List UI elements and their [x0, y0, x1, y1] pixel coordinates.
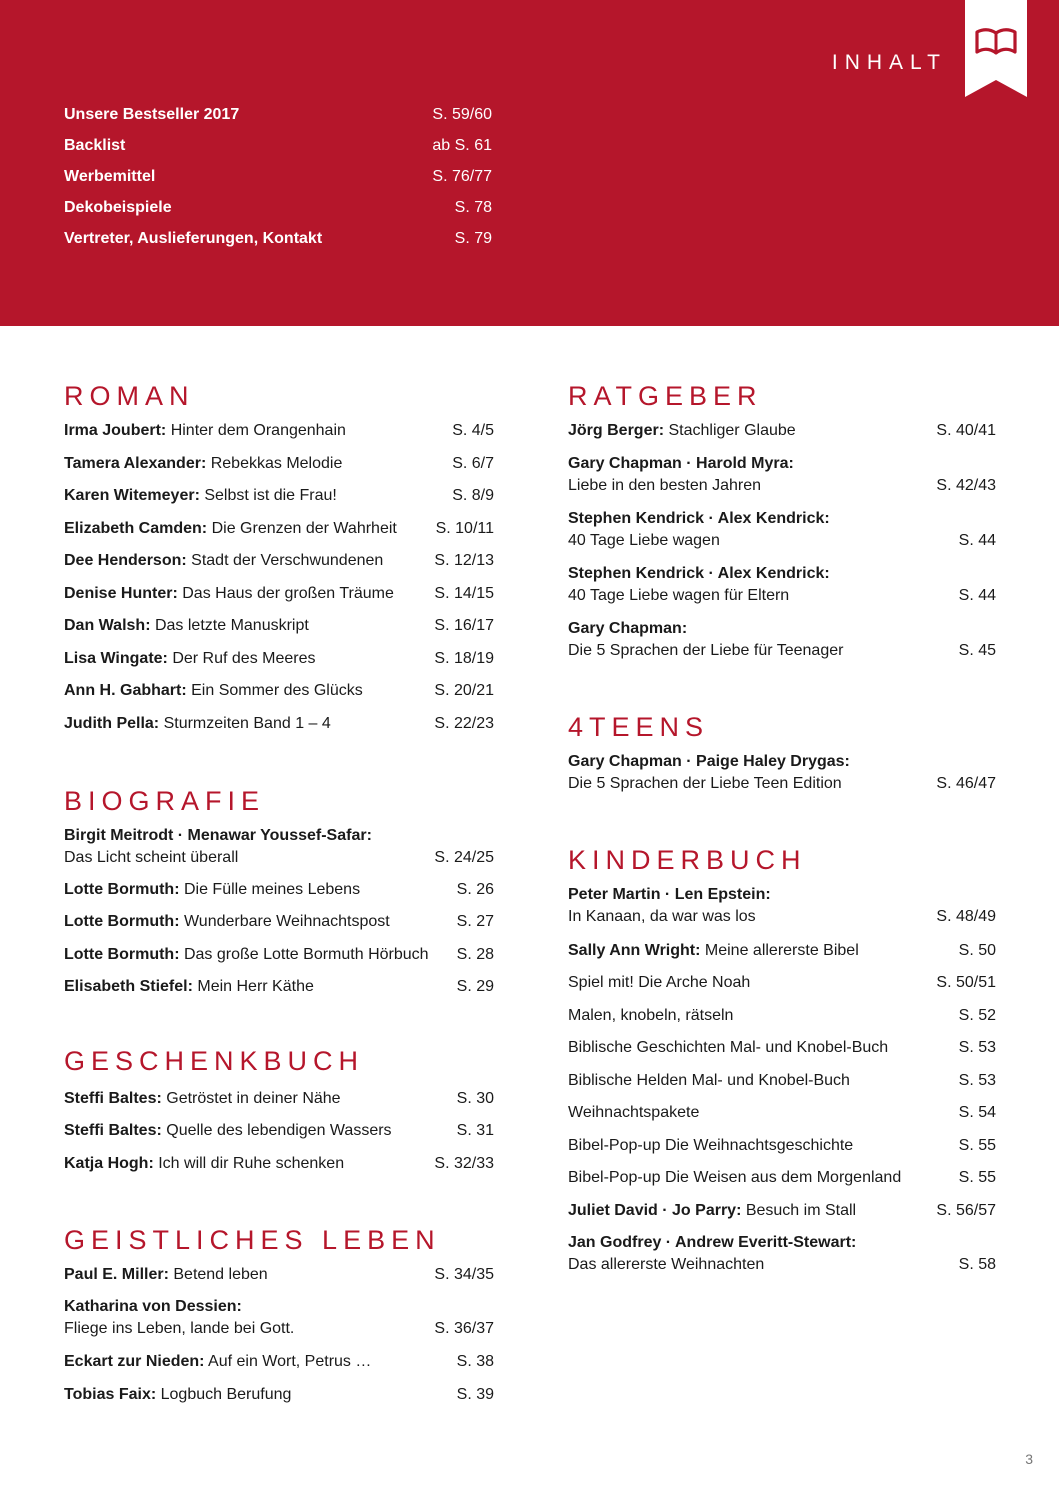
toc-entry[interactable] [64, 583, 494, 605]
entry-page: S. 28 [456, 946, 494, 963]
entry-title [64, 1153, 344, 1175]
entry-title: In Kanaan, da war was los [568, 908, 756, 925]
entry-title: Bibel-Pop-up Die Weisen aus dem Morgenland [568, 1169, 902, 1186]
toc-entry[interactable] [568, 1005, 996, 1027]
entry-title: Die 5 Sprachen der Liebe Teen Edition [568, 775, 842, 792]
entry-title: Logbuch Berufung [156, 1386, 292, 1403]
entry-author: Sally Ann Wright: [568, 942, 701, 959]
entry-author: Tamera Alexander: [64, 455, 207, 472]
entry-page: S. 26 [456, 881, 494, 898]
toc-entry[interactable] [64, 1351, 494, 1373]
entry-page: S. 10/11 [435, 520, 494, 537]
entry-page: S. 16/17 [434, 617, 494, 634]
entry-title: Das große Lotte Bormuth Hörbuch [179, 946, 429, 963]
entry-title [568, 972, 750, 994]
entry-title: Das Licht scheint überall [64, 849, 239, 866]
entry-title [568, 420, 796, 442]
entry-title: Biblische Geschichten Mal- und Knobel-Buch [568, 1039, 889, 1056]
toc-entry[interactable] [64, 1296, 494, 1340]
entry-page: S. 6/7 [452, 455, 494, 472]
header-title: INHALT [831, 51, 947, 74]
toc-entry[interactable] [568, 1232, 996, 1276]
section-title-roman: ROMAN [64, 381, 195, 411]
section-title-biografie: BIOGRAFIE [64, 786, 266, 816]
entry-author: Juliet David · Jo Parry: [568, 1202, 742, 1219]
entry-title: Fliege ins Leben, lande bei Gott. [64, 1320, 295, 1337]
entry-title: Die 5 Sprachen der Liebe für Teenager [568, 642, 844, 659]
entry-title: Liebe in den besten Jahren [568, 477, 762, 494]
toc-label: Dekobeispiele [64, 199, 172, 216]
entry-title: Rebekkas Melodie [206, 455, 343, 472]
entry-author: Gary Chapman · Paige Haley Drygas: [568, 753, 850, 770]
entry-author: Gary Chapman · Harold Myra: [568, 455, 794, 472]
entry-page: S. 39 [456, 1386, 494, 1403]
entry-page: S. 34/35 [434, 1266, 494, 1283]
entry-author: Dan Walsh: [64, 617, 151, 634]
entry-page: S. 4/5 [452, 422, 494, 439]
entry-page: S. 27 [456, 913, 494, 930]
section-title-ratgeber: RATGEBER [568, 381, 763, 411]
entry-page: S. 8/9 [452, 487, 494, 504]
entry-author: Stephen Kendrick · Alex Kendrick: [568, 510, 830, 527]
toc-entry[interactable] [64, 680, 494, 702]
right-column [568, 0, 996, 1497]
entry-title: 40 Tage Liebe wagen für Eltern [568, 587, 790, 604]
entry-title [568, 1135, 853, 1157]
entry-title [568, 508, 830, 552]
toc-entry[interactable] [568, 618, 996, 662]
entry-title [64, 453, 342, 475]
entry-title: Die Fülle meines Lebens [179, 881, 361, 898]
entry-title [568, 940, 859, 962]
entry-title [64, 648, 315, 670]
entry-page: S. 44 [958, 587, 996, 604]
toc-entry[interactable] [64, 453, 494, 475]
entry-page: S. 50/51 [936, 974, 996, 991]
toc-entry[interactable] [568, 1070, 996, 1092]
toc-entry[interactable] [568, 1167, 996, 1189]
entry-title [568, 618, 843, 662]
entry-title: Auf ein Wort, Petrus … [204, 1353, 372, 1370]
entry-title: Meine allererste Bibel [700, 942, 859, 959]
entry-page: S. 24/25 [434, 849, 494, 866]
entry-title [568, 453, 794, 497]
entry-page: S. 40/41 [936, 422, 996, 439]
left-column [64, 0, 494, 1497]
entry-page: S. 46/47 [936, 775, 996, 792]
entry-author: Jörg Berger: [568, 422, 665, 439]
entry-author: Lotte Bormuth: [64, 913, 180, 930]
toc-entry[interactable] [64, 976, 494, 998]
entry-title [64, 1296, 294, 1340]
entry-author: Steffi Baltes: [64, 1090, 162, 1107]
toc-entry[interactable] [64, 1384, 494, 1406]
section-title-kinderbuch: KINDERBUCH [568, 845, 807, 875]
toc-page: S. 59/60 [432, 106, 492, 123]
section-title-geistliches-leben: GEISTLICHES LEBEN [64, 1225, 441, 1255]
entry-page: S. 48/49 [936, 908, 996, 925]
toc-entry[interactable] [64, 944, 494, 966]
entry-author: Birgit Meitrodt · Menawar Youssef-Safar: [64, 827, 372, 844]
entry-page: S. 55 [958, 1169, 996, 1186]
entry-title [64, 1088, 341, 1110]
entry-author: Steffi Baltes: [64, 1122, 162, 1139]
toc-entry[interactable] [64, 879, 494, 901]
entry-author: Denise Hunter: [64, 585, 178, 602]
toc-entry[interactable] [64, 713, 494, 735]
entry-title [568, 1200, 856, 1222]
entry-title [64, 583, 394, 605]
toc-entry[interactable] [64, 550, 494, 572]
toc-entry[interactable] [568, 884, 996, 928]
toc-label: Unsere Bestseller 2017 [64, 106, 240, 123]
entry-author: Elisabeth Stiefel: [64, 978, 193, 995]
section-title-4teens: 4TEENS [568, 712, 710, 742]
entry-title: Mein Herr Käthe [192, 978, 314, 995]
entry-title [568, 563, 830, 607]
entry-author: Lotte Bormuth: [64, 946, 180, 963]
entry-title: Weihnachtspakete [568, 1104, 700, 1121]
entry-title [64, 879, 360, 901]
entry-title: Stachliger Glaube [664, 422, 796, 439]
entry-page: S. 18/19 [434, 650, 494, 667]
entry-page: S. 53 [958, 1039, 996, 1056]
entry-title [64, 976, 314, 998]
toc-entry[interactable] [64, 1153, 494, 1175]
entry-author: Dee Henderson: [64, 552, 187, 569]
entry-title: Die Grenzen der Wahrheit [207, 520, 397, 537]
toc-page: S. 76/77 [432, 168, 492, 185]
entry-page: S. 44 [958, 532, 996, 549]
entry-title: Malen, knobeln, rätseln [568, 1007, 734, 1024]
entry-author: Tobias Faix: [64, 1386, 157, 1403]
entry-page: S. 45 [958, 642, 996, 659]
entry-title: Das letzte Manuskript [150, 617, 309, 634]
toc-entry[interactable] [568, 940, 996, 962]
entry-page: S. 42/43 [936, 477, 996, 494]
entry-author: Peter Martin · Len Epstein: [568, 886, 771, 903]
entry-title [64, 1120, 392, 1142]
entry-title [64, 825, 372, 869]
toc-entry[interactable] [64, 648, 494, 670]
entry-title [568, 1232, 856, 1276]
entry-page: S. 52 [958, 1007, 996, 1024]
entry-title: Das allererste Weihnachten [568, 1256, 765, 1273]
entry-title: Getröstet in deiner Nähe [161, 1090, 341, 1107]
toc-entry[interactable] [64, 485, 494, 507]
toc-entry[interactable] [568, 453, 996, 497]
entry-title [568, 1037, 888, 1059]
entry-title [64, 1351, 371, 1373]
entry-page: S. 58 [958, 1256, 996, 1273]
toc-entry[interactable] [64, 1120, 494, 1142]
entry-title [64, 680, 363, 702]
toc-entry[interactable] [64, 825, 494, 869]
entry-author: Katja Hogh: [64, 1155, 154, 1172]
entry-author: Irma Joubert: [64, 422, 167, 439]
toc-entry[interactable] [568, 508, 996, 552]
entry-title [568, 1102, 699, 1124]
entry-page: S. 56/57 [936, 1202, 996, 1219]
entry-title: Stadt der Verschwundenen [186, 552, 384, 569]
entry-page: S. 30 [456, 1090, 494, 1107]
entry-title: Der Ruf des Meeres [167, 650, 316, 667]
entry-title [64, 1384, 291, 1406]
entry-title [568, 1167, 901, 1189]
toc-entry[interactable] [568, 1135, 996, 1157]
entry-title [568, 1005, 733, 1027]
toc-entry[interactable] [64, 615, 494, 637]
entry-page: S. 20/21 [434, 682, 494, 699]
entry-page: S. 29 [456, 978, 494, 995]
toc-entry[interactable] [64, 420, 494, 442]
entry-author: Lisa Wingate: [64, 650, 168, 667]
entry-author: Katharina von Dessien: [64, 1298, 242, 1315]
toc-label: Werbemittel [64, 168, 156, 185]
toc-label: Backlist [64, 137, 126, 154]
entry-title: Hinter dem Orangenhain [166, 422, 346, 439]
entry-title: Sturmzeiten Band 1 – 4 [159, 715, 331, 732]
entry-page: S. 54 [958, 1104, 996, 1121]
toc-page: ab S. 61 [432, 137, 492, 154]
entry-page: S. 31 [456, 1122, 494, 1139]
entry-author: Paul E. Miller: [64, 1266, 169, 1283]
entry-page: S. 53 [958, 1072, 996, 1089]
entry-page: S. 36/37 [434, 1320, 494, 1337]
entry-title [64, 518, 397, 540]
entry-title [64, 550, 383, 572]
page-number: 3 [1025, 1451, 1033, 1467]
toc-label: Vertreter, Auslieferungen, Kontakt [64, 230, 323, 247]
entry-title [568, 751, 850, 795]
entry-title [64, 485, 337, 507]
entry-title [568, 884, 771, 928]
toc-page: S. 79 [454, 230, 492, 247]
entry-title [64, 615, 309, 637]
entry-title [64, 911, 390, 933]
toc-entry[interactable] [64, 911, 494, 933]
entry-title [64, 420, 346, 442]
section-title-geschenkbuch: GESCHENKBUCH [64, 1046, 365, 1076]
toc-page: S. 78 [454, 199, 492, 216]
toc-entry[interactable] [568, 563, 996, 607]
entry-page: S. 38 [456, 1353, 494, 1370]
entry-title: Ich will dir Ruhe schenken [153, 1155, 345, 1172]
entry-author: Jan Godfrey · Andrew Everitt-Stewart: [568, 1234, 857, 1251]
entry-author: Gary Chapman: [568, 620, 688, 637]
toc-entry[interactable] [568, 1037, 996, 1059]
entry-title: Biblische Helden Mal- und Knobel-Buch [568, 1072, 850, 1089]
entry-page: S. 50 [958, 942, 996, 959]
entry-title: 40 Tage Liebe wagen [568, 532, 720, 549]
entry-author: Stephen Kendrick · Alex Kendrick: [568, 565, 830, 582]
entry-title: Bibel-Pop-up Die Weihnachtsgeschichte [568, 1137, 854, 1154]
entry-page: S. 12/13 [434, 552, 494, 569]
toc-entry[interactable] [64, 1264, 494, 1286]
toc-entry[interactable] [568, 751, 996, 795]
toc-entry[interactable] [64, 1088, 494, 1110]
entry-author: Eckart zur Nieden: [64, 1353, 205, 1370]
entry-title: Ein Sommer des Glücks [186, 682, 363, 699]
entry-title: Das Haus der großen Träume [177, 585, 394, 602]
entry-title [64, 1264, 268, 1286]
entry-title: Quelle des lebendigen Wassers [161, 1122, 392, 1139]
entry-author: Lotte Bormuth: [64, 881, 180, 898]
entry-page: S. 55 [958, 1137, 996, 1154]
entry-title: Betend leben [168, 1266, 268, 1283]
entry-author: Judith Pella: [64, 715, 160, 732]
entry-title: Selbst ist die Frau! [199, 487, 337, 504]
entry-author: Elizabeth Camden: [64, 520, 208, 537]
toc-entry[interactable] [568, 1200, 996, 1222]
entry-title [64, 713, 331, 735]
entry-author: Karen Witemeyer: [64, 487, 200, 504]
entry-title [568, 1070, 850, 1092]
entry-page: S. 22/23 [434, 715, 494, 732]
toc-entry[interactable] [64, 518, 494, 540]
toc-entry[interactable] [568, 1102, 996, 1124]
entry-title: Besuch im Stall [741, 1202, 857, 1219]
entry-page: S. 32/33 [434, 1155, 494, 1172]
entry-title: Wunderbare Weihnachtspost [179, 913, 390, 930]
entry-page: S. 14/15 [434, 585, 494, 602]
toc-entry[interactable] [568, 972, 996, 994]
entry-title [64, 944, 429, 966]
entry-author: Ann H. Gabhart: [64, 682, 187, 699]
entry-title: Spiel mit! Die Arche Noah [568, 974, 751, 991]
toc-entry[interactable] [568, 420, 996, 442]
